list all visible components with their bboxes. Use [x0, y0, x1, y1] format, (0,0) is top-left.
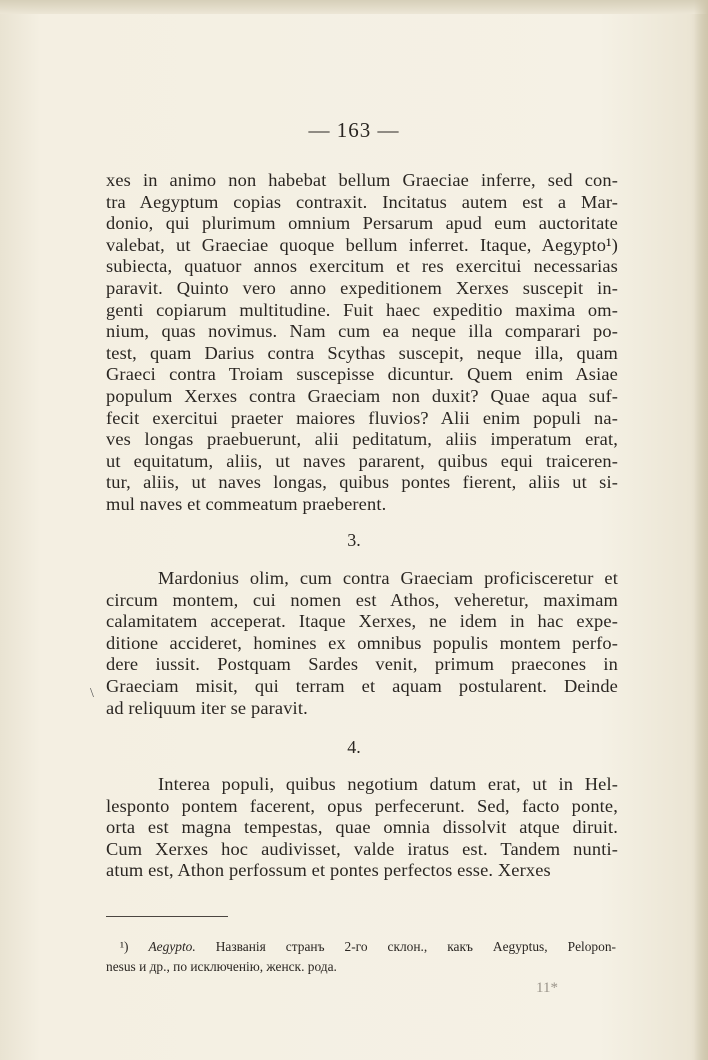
- paragraph-1-line: tra Aegyptum copias contraxit. Incitatus autem est a Mar-: [106, 191, 618, 212]
- paragraph-3-line: Interea populi, quibus negotium datum erat, ut in Hel-: [158, 774, 618, 794]
- paragraph-2-line: ditione accideret, homines ex omnibus populis montem perfo-: [106, 632, 618, 653]
- paragraph-2-line: ad reliquum iter se paravit.: [106, 697, 308, 718]
- footnote-line-2: nesus и др., по исключенію, женск. рода.: [106, 959, 337, 974]
- paragraph-1-line: xes in animo non habebat bellum Graeciae inferre, sed con-: [106, 170, 618, 190]
- margin-mark: \: [90, 686, 94, 701]
- paragraph-1-line: populum Xerxes contra Graeciam non duxit? Quae aqua suf-: [106, 385, 618, 406]
- page-number: — 163 —: [308, 118, 400, 142]
- paragraph-3-line: atum est, Athon perfossum et pontes perfectos esse. Xerxes: [106, 860, 551, 881]
- paragraph-3: [106, 774, 618, 882]
- page-top-edge: [0, 0, 708, 14]
- paragraph-1-line: fecit exercitui praeter maiores fluvios? Alii enim populi na-: [106, 407, 618, 428]
- paragraph-2: [106, 568, 618, 719]
- footnote-term: Aegypto.: [148, 939, 196, 954]
- paragraph-1-line: Graeci contra Troiam suscepisse dicuntur. Quem enim Asiae: [106, 364, 618, 385]
- paragraph-1-line: donio, qui plurimum omnium Persarum apud eum auctoritate: [106, 213, 618, 234]
- paragraph-2-line: circum montem, cui nomen est Athos, veheretur, maximam: [106, 589, 618, 610]
- footnote-rule: [106, 916, 228, 917]
- paragraph-1-line: valebat, ut Graeciae quoque bellum inferret. Itaque, Aegypto¹): [106, 234, 618, 255]
- paragraph-1-line: paravit. Quinto vero anno expeditionem Xerxes suscepit in-: [106, 277, 618, 298]
- section-number-3: 3.: [347, 530, 361, 550]
- paragraph-2-line: calamitatem acceperat. Itaque Xerxes, ne idem in hac expe-: [106, 611, 618, 632]
- paragraph-3-line: orta est magna tempestas, quae omnia dissolvit atque diruit.: [106, 817, 618, 838]
- paragraph-1-line: ves longas praebuerunt, alii peditatum, aliis imperatum erat,: [106, 429, 618, 450]
- paragraph-1-line: nium, quas novimus. Nam cum ea neque illa comparari po-: [106, 321, 618, 342]
- footnote-line-1: Названія странъ 2-го склон., какъ Aegyptus, Pelopon-: [215, 939, 616, 954]
- paragraph-2-line: Mardonius olim, cum contra Graeciam proficisceretur et: [158, 568, 618, 588]
- footnote: [106, 937, 616, 977]
- paragraph-1: [106, 170, 618, 516]
- signature-mark: 11*: [536, 980, 558, 996]
- paragraph-1-line: test, quam Darius contra Scythas suscepit, neque illa, quam: [106, 342, 618, 363]
- paragraph-1-line: ut equitatum, aliis, ut naves pararent, quibus equi traiceren-: [106, 450, 618, 471]
- footnote-marker: ¹): [120, 939, 129, 954]
- paragraph-3-line: lesponto pontem facerent, opus perfecerunt. Sed, facto ponte,: [106, 795, 618, 816]
- paragraph-3-line: Cum Xerxes hoc audivisset, valde iratus est. Tandem nunti-: [106, 838, 618, 859]
- paragraph-1-line: tur, aliis, ut naves longas, quibus pontes fierent, aliis ut si-: [106, 472, 618, 493]
- section-number-4: 4.: [347, 737, 361, 757]
- paragraph-2-line: Graeciam misit, qui terram et aquam postularent. Deinde: [106, 675, 618, 696]
- paragraph-1-line: subiecta, quatuor annos exercitum et res exercitui necessarias: [106, 256, 618, 277]
- paragraph-2-line: dere iussit. Postquam Sardes venit, primum praecones in: [106, 654, 618, 675]
- paragraph-1-line: genti copiarum multitudine. Fuit haec expeditio maxima om-: [106, 299, 618, 320]
- paragraph-1-line: mul naves et commeatum praeberent.: [106, 493, 387, 514]
